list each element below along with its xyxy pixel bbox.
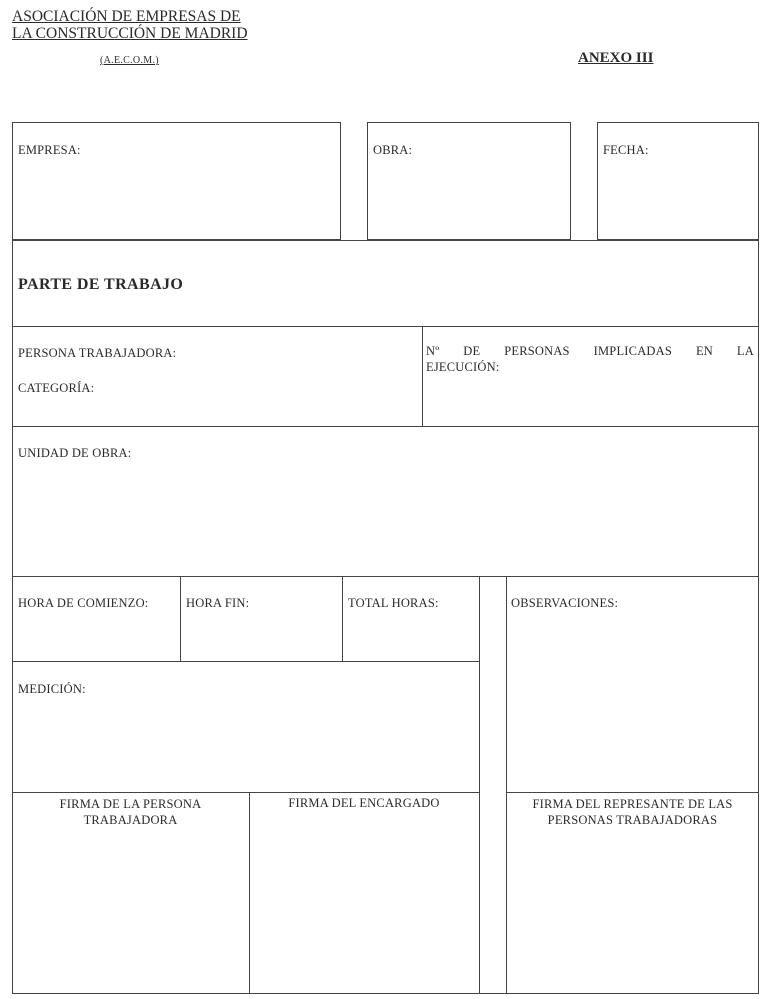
firma-persona-line1: FIRMA DE LA PERSONA [59, 797, 202, 811]
form-title: PARTE DE TRABAJO [18, 276, 184, 293]
empresa-label: EMPRESA: [18, 143, 81, 157]
unidad-obra-label: UNIDAD DE OBRA: [18, 446, 132, 460]
medicion-label: MEDICIÓN: [18, 682, 86, 696]
categoria-label: CATEGORÍA: [18, 381, 95, 395]
empresa-field[interactable] [12, 122, 341, 240]
personas-implicadas-label-line2: EJECUCIÓN: [426, 360, 500, 374]
divider [479, 576, 480, 994]
divider [249, 792, 250, 994]
hora-fin-label: HORA FIN: [186, 596, 250, 610]
personas-implicadas-label-line1: Nº DE PERSONAS IMPLICADAS EN LA [426, 344, 754, 358]
firma-representante-line2: PERSONAS TRABAJADORAS [547, 813, 718, 827]
persona-trabajadora-label: PERSONA TRABAJADORA: [18, 346, 177, 360]
divider [342, 576, 343, 661]
divider [12, 326, 759, 327]
organization-name [12, 8, 248, 42]
annex-title: ANEXO III [578, 50, 654, 66]
obra-label: OBRA: [373, 143, 413, 157]
divider [12, 792, 479, 793]
divider [12, 661, 479, 662]
firma-representante-label [506, 796, 759, 828]
firma-representante-line1: FIRMA DEL REPRESANTE DE LAS [532, 797, 733, 811]
organization-name-line1: ASOCIACIÓN DE EMPRESAS DE [12, 8, 241, 25]
fecha-label: FECHA: [603, 143, 649, 157]
observaciones-label: OBSERVACIONES: [511, 596, 619, 610]
firma-persona-trabajadora-label [12, 796, 249, 828]
divider [506, 792, 759, 793]
obra-field[interactable] [367, 122, 571, 240]
total-horas-label: TOTAL HORAS: [348, 596, 439, 610]
firma-encargado-label: FIRMA DEL ENCARGADO [288, 796, 440, 810]
divider [422, 326, 423, 426]
divider [180, 576, 181, 661]
divider [12, 426, 759, 427]
hora-comienzo-label: HORA DE COMIENZO: [18, 596, 149, 610]
divider [12, 576, 759, 577]
organization-abbreviation: (A.E.C.O.M.) [100, 55, 159, 66]
divider [506, 576, 507, 994]
fecha-field[interactable] [597, 122, 759, 240]
firma-persona-line2: TRABAJADORA [83, 813, 178, 827]
organization-name-line2: LA CONSTRUCCIÓN DE MADRID [12, 25, 248, 42]
